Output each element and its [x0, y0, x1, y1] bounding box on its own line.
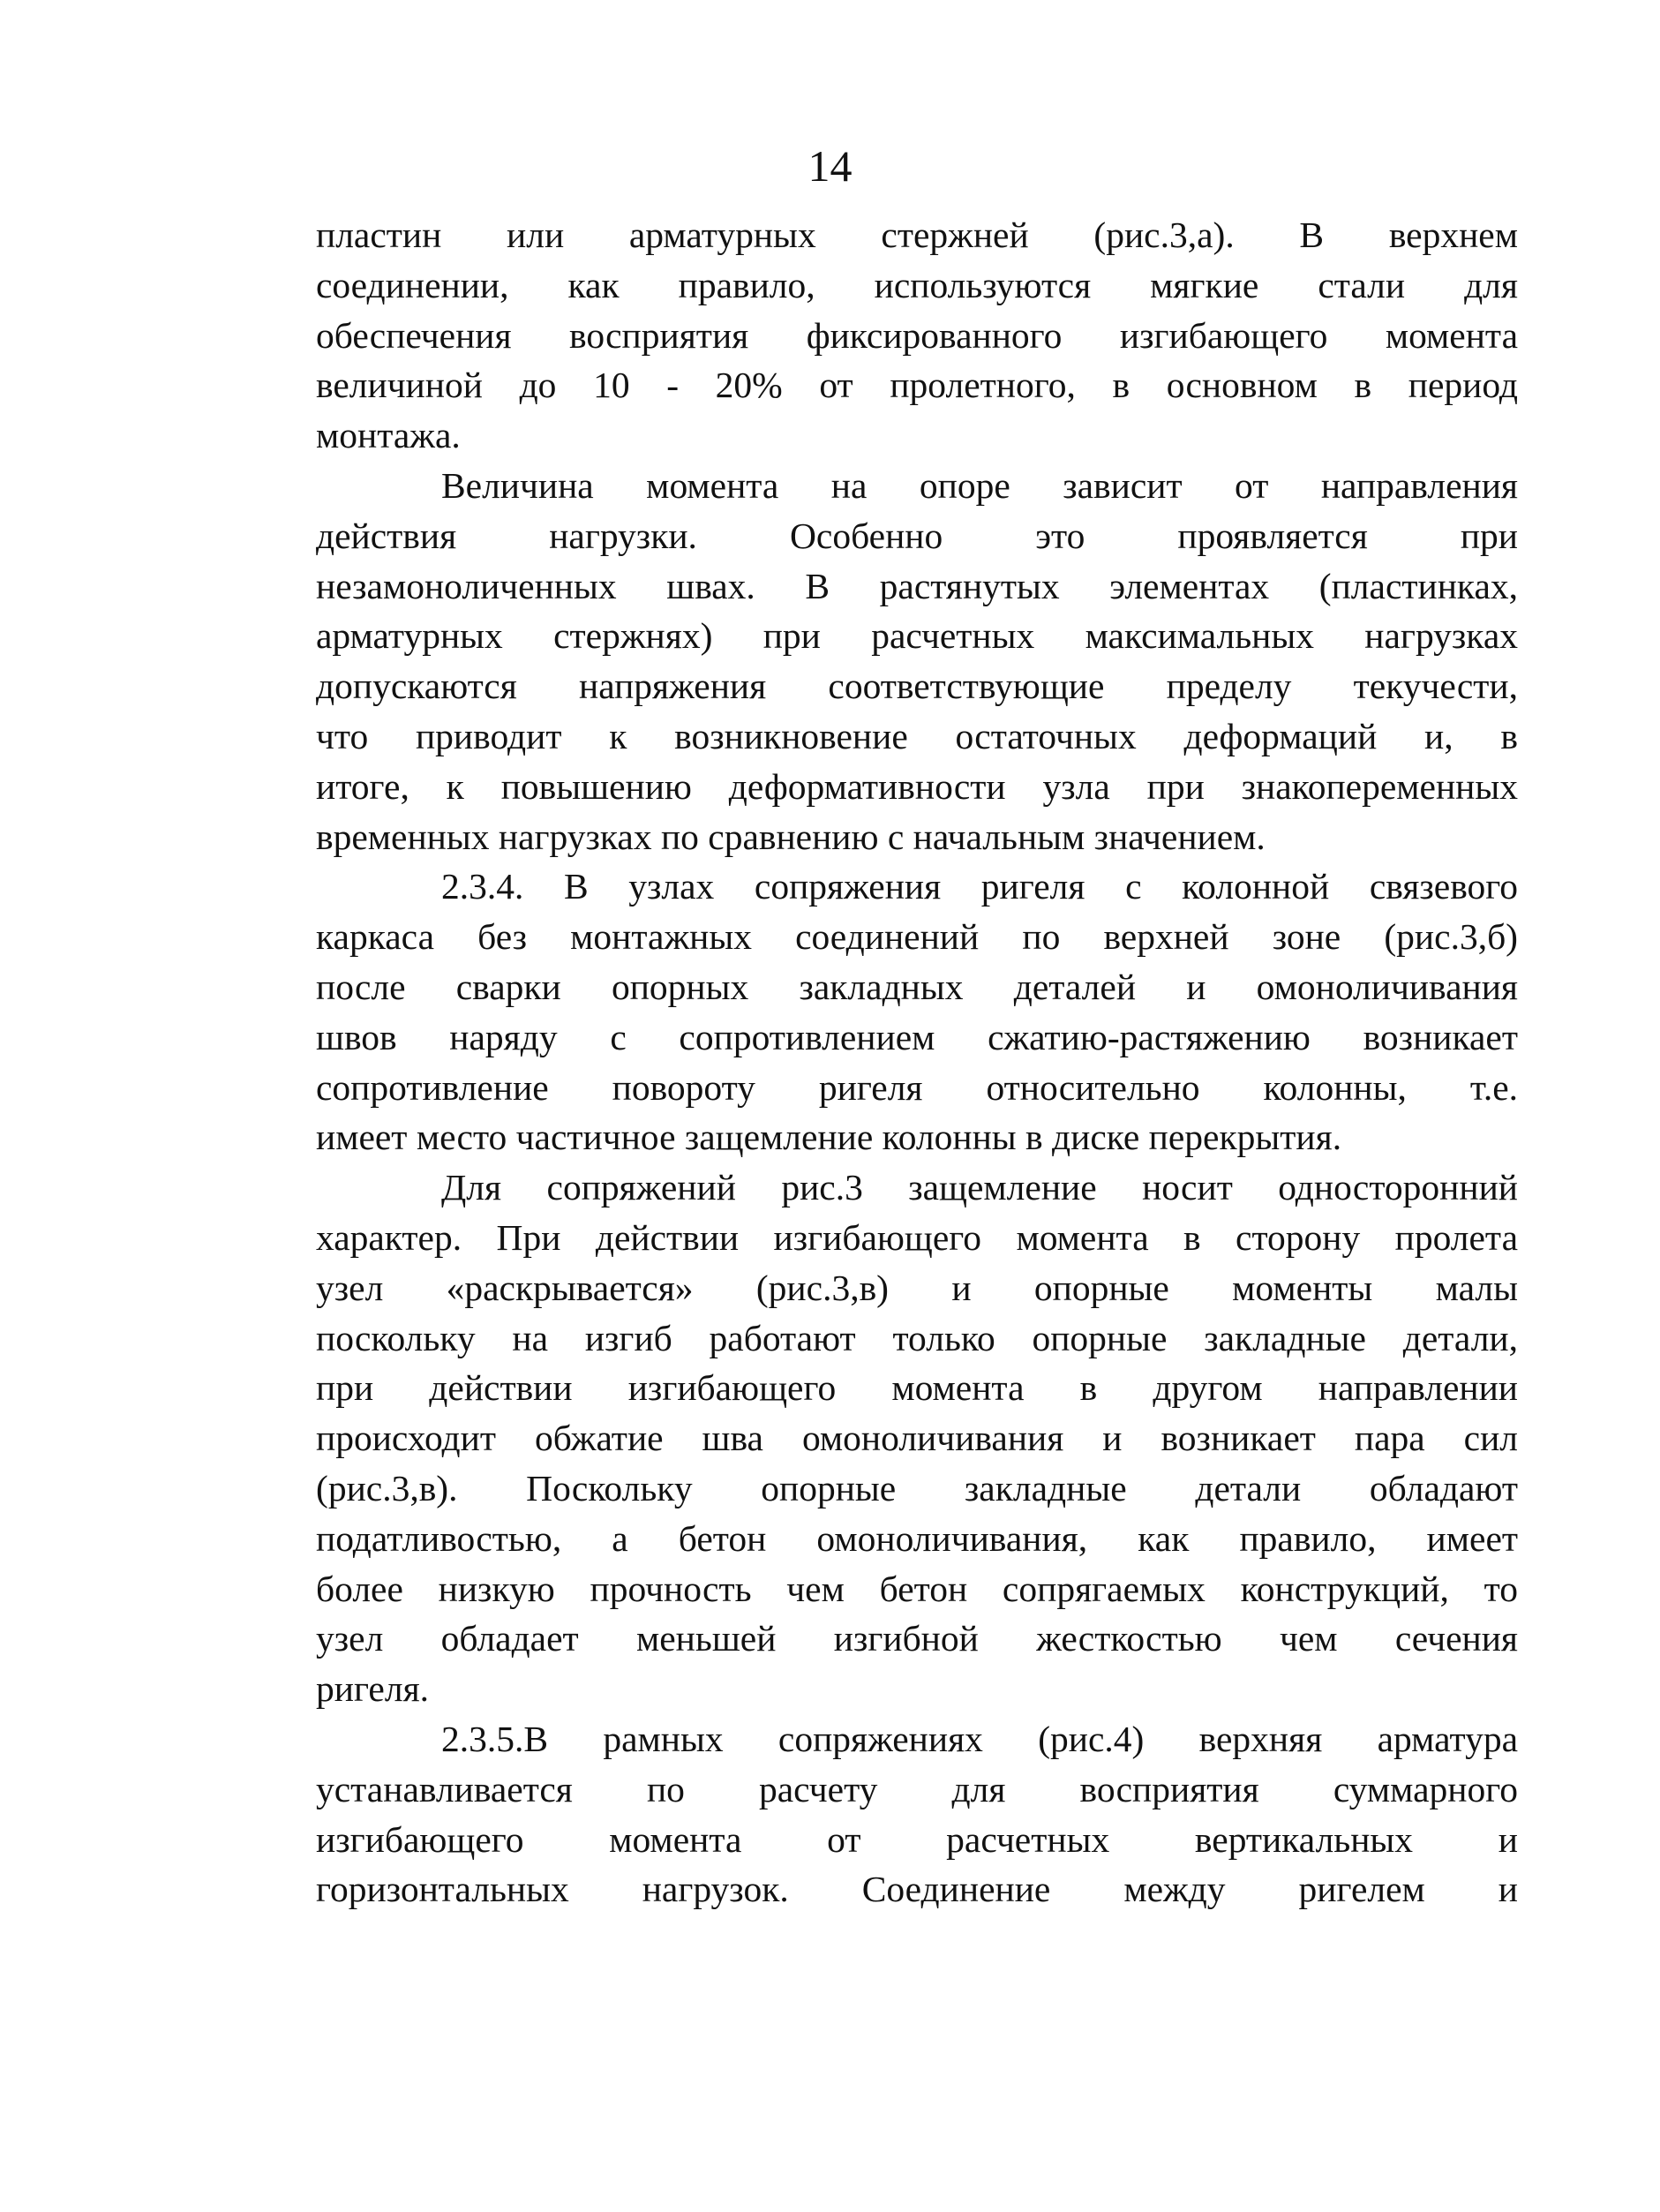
body-text [316, 210, 1518, 1915]
text-line: (рис.3,в). Поскольку опорные закладные детали обладают [316, 1467, 1518, 1509]
text-line: устанавливается по расчету для восприятия суммарного [316, 1768, 1518, 1809]
text-line: горизонтальных нагрузок. Соединение между ригелем и [316, 1869, 1518, 1910]
text-line: каркаса без монтажных соединений по верхней зоне (рис.3,б) [316, 916, 1518, 958]
text-line: поскольку на изгиб работают только опорные закладные детали, [316, 1317, 1518, 1358]
text-line: податливостью, а бетон омоноличивания, как правило, имеет [316, 1517, 1518, 1559]
text-line: что приводит к возникновение остаточных деформаций и, в [316, 715, 1518, 756]
text-line: происходит обжатие шва омоноличивания и возникает пара сил [316, 1418, 1518, 1459]
text-line: узел обладает меньшей изгибной жесткостью чем сечения [316, 1618, 1518, 1659]
text-line: более низкую прочность чем бетон сопрягаемых конструкций, то [316, 1568, 1518, 1609]
text-line: монтажа. [316, 415, 461, 456]
text-line: узел «раскрывается» (рис.3,в) и опорные моменты малы [316, 1267, 1518, 1308]
page-number: 14 [807, 141, 853, 191]
text-line: 2.3.5.В рамных сопряжениях (рис.4) верхняя арматура [441, 1718, 1518, 1759]
text-line: сопротивление повороту ригеля относительно колонны, т.е. [316, 1066, 1518, 1108]
text-line: итоге, к повышению деформативности узла при знакопеременных [316, 765, 1518, 807]
text-line: незамоноличенных швах. В растянутых элементах (пластинках, [316, 565, 1518, 606]
text-line: при действии изгибающего момента в другом направлении [316, 1367, 1518, 1409]
paragraph [316, 1162, 1518, 1714]
text-line: арматурных стержнях) при расчетных максимальных нагрузках [316, 615, 1518, 657]
text-line: Величина момента на опоре зависит от направления [441, 464, 1518, 506]
text-line: действия нагрузки. Особенно это проявляется при [316, 515, 1518, 556]
text-line: величиной до 10 - 20% от пролетного, в основном в период [316, 365, 1518, 406]
text-line: соединении, как правило, используются мягкие стали для [316, 264, 1518, 305]
text-line: 2.3.4. В узлах сопряжения ригеля с колонной связевого [441, 866, 1518, 907]
paragraph [316, 1714, 1518, 1915]
text-line: изгибающего момента от расчетных вертикальных и [316, 1818, 1518, 1860]
paragraph [316, 861, 1518, 1162]
text-line: ригеля. [316, 1668, 430, 1710]
text-line: Для сопряжений рис.3 защемление носит односторонний [441, 1167, 1518, 1208]
text-line: допускаются напряжения соответствующие пределу текучести, [316, 666, 1518, 707]
text-line: временных нагрузках по сравнению с начальным значением. [316, 816, 1266, 857]
paragraph [316, 461, 1518, 861]
text-line: имеет место частичное защемление колонны в диске перекрытия. [316, 1117, 1342, 1158]
text-line: характер. При действии изгибающего момента в сторону пролета [316, 1216, 1518, 1258]
text-line: после сварки опорных закладных деталей и омоноличивания [316, 966, 1518, 1007]
text-line: обеспечения восприятия фиксированного изгибающего момента [316, 314, 1518, 356]
text-line: пластин или арматурных стержней (рис.3,а). В верхнем [316, 214, 1518, 255]
paragraph [316, 210, 1518, 461]
text-line: швов наряду с сопротивлением сжатию-растяжению возникает [316, 1016, 1518, 1057]
